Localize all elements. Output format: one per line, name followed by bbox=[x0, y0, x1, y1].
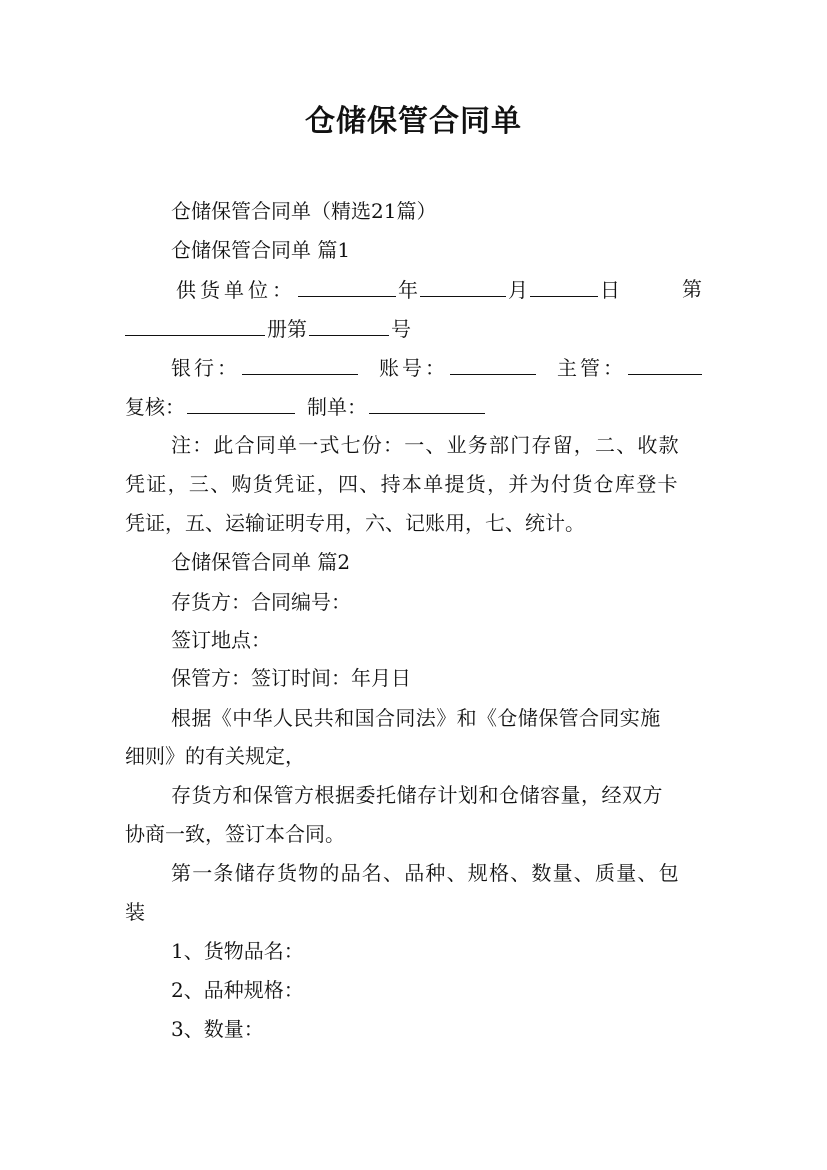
section-1-heading: 仓储保管合同单 篇1 bbox=[171, 238, 351, 262]
subtitle-line: 仓储保管合同单（精选21篇） bbox=[171, 199, 437, 223]
account-label: 账号： bbox=[379, 356, 448, 380]
month-label: 月 bbox=[508, 278, 528, 302]
account-blank bbox=[450, 352, 536, 375]
sign-place-line: 签订地点： bbox=[171, 628, 271, 652]
prepared-label: 制单： bbox=[307, 395, 367, 419]
volume-blank bbox=[125, 313, 265, 336]
year-label: 年 bbox=[398, 278, 418, 302]
month-blank bbox=[530, 274, 598, 297]
di-label: 第 bbox=[682, 277, 702, 301]
article-1-line-1: 第一条储存货物的品名、品种、规格、数量、质量、包 bbox=[171, 861, 680, 885]
note-line-1: 注：此合同单一式七份：一、业务部门存留，二、收款 bbox=[171, 433, 680, 457]
bank-label: 银行： bbox=[171, 356, 240, 380]
depositor-line: 存货方：合同编号： bbox=[171, 590, 351, 614]
supply-unit-line bbox=[176, 274, 702, 305]
bank-account-line bbox=[171, 352, 702, 383]
review-line bbox=[125, 391, 487, 422]
item-3-line: 3、数量： bbox=[171, 1017, 264, 1041]
number-label: 号 bbox=[391, 317, 411, 341]
agreement-line-1: 存货方和保管方根据委托储存计划和仓储容量，经双方 bbox=[171, 783, 663, 807]
basis-line-2: 细则》的有关规定， bbox=[125, 744, 305, 768]
number-blank bbox=[309, 313, 389, 336]
document-title: 仓储保管合同单 bbox=[305, 104, 522, 139]
section-2-heading: 仓储保管合同单 篇2 bbox=[171, 550, 351, 574]
review-label: 复核： bbox=[125, 395, 185, 419]
supply-unit-blank bbox=[298, 274, 396, 297]
prepared-blank bbox=[369, 391, 485, 414]
keeper-line: 保管方：签订时间：年月日 bbox=[171, 666, 411, 690]
supervisor-blank bbox=[628, 352, 702, 375]
bank-blank bbox=[242, 352, 358, 375]
item-1-line: 1、货物品名： bbox=[171, 939, 304, 963]
supervisor-label: 主管： bbox=[557, 356, 626, 380]
basis-line-1: 根据《中华人民共和国合同法》和《仓储保管合同实施 bbox=[171, 706, 661, 730]
article-1-line-2: 装 bbox=[125, 900, 145, 924]
note-line-2: 凭证，三、购货凭证，四、持本单提货，并为付货仓库登卡 bbox=[125, 472, 679, 496]
volume-label: 册第 bbox=[267, 317, 307, 341]
note-line-3: 凭证，五、运输证明专用，六、记账用，七、统计。 bbox=[125, 511, 585, 535]
agreement-line-2: 协商一致，签订本合同。 bbox=[125, 822, 345, 846]
review-blank bbox=[187, 391, 295, 414]
volume-number-line bbox=[125, 313, 411, 344]
day-label: 日 bbox=[600, 278, 620, 302]
item-2-line: 2、品种规格： bbox=[171, 978, 304, 1002]
year-blank bbox=[420, 274, 506, 297]
supply-unit-label: 供货单位： bbox=[176, 278, 296, 302]
